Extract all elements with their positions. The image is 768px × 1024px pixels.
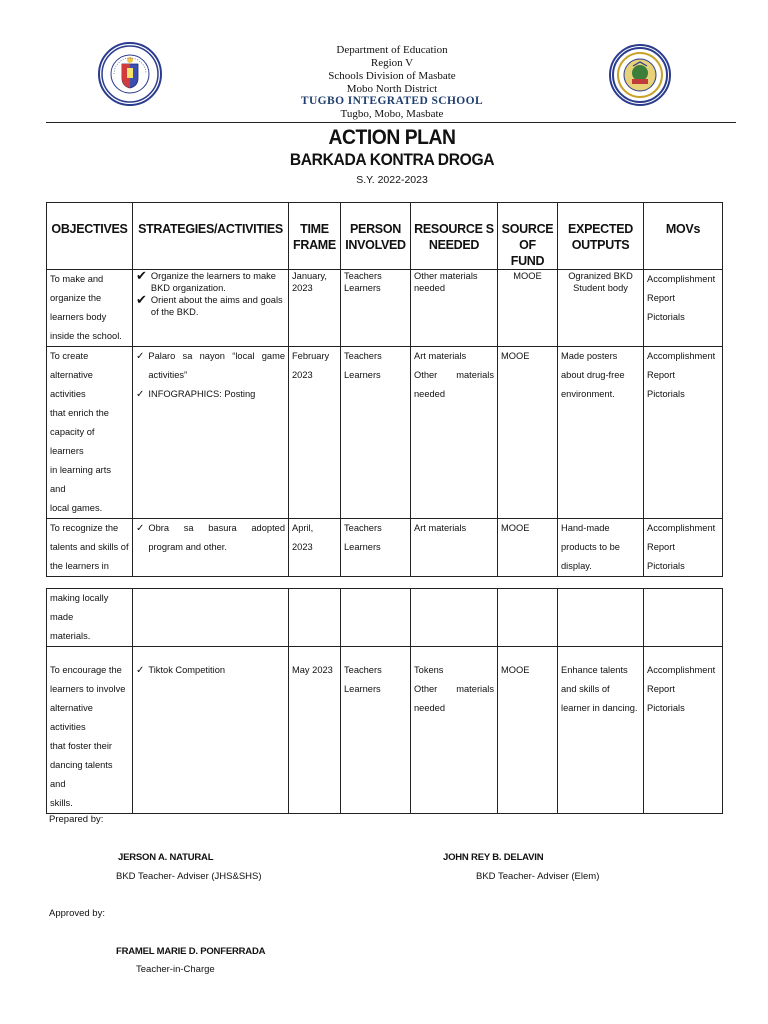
text-line: and skills of bbox=[561, 684, 610, 694]
outputs-cell bbox=[558, 347, 644, 519]
text-line: products to be bbox=[561, 542, 620, 552]
strategy-text: Obra sa basura adopted program and other. bbox=[148, 523, 285, 552]
check-icon: ✓ bbox=[136, 389, 145, 400]
check-icon: ✔ bbox=[136, 292, 147, 307]
text-line: Art materials bbox=[414, 351, 467, 361]
text-line: Report bbox=[647, 293, 675, 303]
text-line: Enhance talents bbox=[561, 665, 628, 675]
text-line: Ogranized BKD bbox=[568, 271, 633, 281]
text-line: needed bbox=[414, 283, 446, 293]
outputs-cell bbox=[558, 589, 644, 647]
text-line: Learners bbox=[344, 542, 381, 552]
fund-text: MOOE bbox=[501, 351, 530, 361]
strategy-text: Palaro sa nayon “local game activities” bbox=[148, 351, 285, 380]
region-name: Region V bbox=[370, 57, 414, 69]
text-line: that enrich the bbox=[50, 408, 109, 418]
text-line: Made posters bbox=[561, 351, 618, 361]
time-cell bbox=[289, 647, 341, 814]
text-line: To make and bbox=[50, 274, 104, 284]
strategy-item bbox=[136, 385, 285, 404]
page-subtitle: BARKADA KONTRA DROGA bbox=[289, 150, 495, 169]
fund-cell bbox=[498, 347, 558, 519]
table-row bbox=[47, 647, 723, 814]
action-plan-table-continued bbox=[46, 588, 723, 814]
preparer2-name: JOHN REY B. DELAVIN bbox=[443, 852, 544, 863]
col-header-outputs: EXPECTED OUTPUTS bbox=[558, 203, 644, 270]
movs-cell bbox=[644, 347, 723, 519]
resources-cell bbox=[411, 519, 498, 577]
text-line: talents and skills of bbox=[50, 542, 129, 552]
persons-cell bbox=[341, 519, 411, 577]
resources-cell bbox=[411, 589, 498, 647]
strategy-item bbox=[136, 270, 285, 294]
text-line: the learners in bbox=[50, 561, 109, 571]
text-line: Student body bbox=[573, 283, 628, 293]
col-header-objectives: OBJECTIVES bbox=[47, 203, 133, 270]
col-header-movs: MOVs bbox=[644, 203, 723, 270]
header-divider bbox=[46, 122, 736, 123]
persons-cell bbox=[341, 347, 411, 519]
text-line: Accomplishment bbox=[647, 665, 716, 675]
strategies-cell bbox=[133, 347, 289, 519]
text-line: Pictorials bbox=[647, 389, 685, 399]
text-line: Report bbox=[647, 684, 675, 694]
col-header-person: PERSON INVOLVED bbox=[341, 203, 411, 270]
text-line: making locally made bbox=[50, 593, 109, 622]
strategy-text: Orient about the aims and goals of the BKD. bbox=[150, 295, 283, 317]
text-line: To recognize the bbox=[50, 523, 119, 533]
fund-cell bbox=[498, 519, 558, 577]
fund-cell bbox=[498, 589, 558, 647]
preparer1-name: JERSON A. NATURAL bbox=[118, 852, 214, 863]
dept-name: Department of Education bbox=[336, 44, 448, 56]
check-icon: ✓ bbox=[136, 523, 145, 534]
fund-text: MOOE bbox=[501, 523, 530, 533]
page-title: ACTION PLAN bbox=[328, 126, 456, 149]
strategy-item bbox=[136, 294, 285, 318]
preparer2-role: BKD Teacher- Adviser (Elem) bbox=[476, 871, 600, 882]
time-cell bbox=[289, 519, 341, 577]
strategy-item bbox=[136, 347, 285, 385]
resources-cell bbox=[411, 347, 498, 519]
strategies-cell bbox=[133, 589, 289, 647]
resources-cell bbox=[411, 647, 498, 814]
text-line: To encourage the bbox=[50, 665, 122, 675]
table-row bbox=[47, 519, 723, 577]
movs-cell bbox=[644, 589, 723, 647]
table-row bbox=[47, 270, 723, 347]
col-header-fund: SOURCE OF FUND bbox=[498, 203, 558, 270]
text-line: needed bbox=[414, 703, 446, 713]
col-header-resources: RESOURCE S NEEDED bbox=[411, 203, 498, 270]
movs-cell bbox=[644, 647, 723, 814]
text-line: environment. bbox=[561, 389, 615, 399]
text-line: 2023 bbox=[292, 370, 313, 380]
text-line: Hand-made bbox=[561, 523, 610, 533]
fund-cell bbox=[498, 647, 558, 814]
text-line: capacity of learners bbox=[50, 427, 95, 456]
text-line: about drug-free bbox=[561, 370, 625, 380]
approver-name: FRAMEL MARIE D. PONFERRADA bbox=[116, 946, 266, 957]
time-frame-label: TIME FRAME bbox=[293, 222, 336, 252]
text-line: alternative activities bbox=[50, 370, 93, 399]
text-line: Accomplishment bbox=[647, 351, 716, 361]
text-line: alternative activities bbox=[50, 703, 93, 732]
text-line: learner in dancing. bbox=[561, 703, 638, 713]
table-header-row bbox=[47, 203, 723, 270]
text-line: materials. bbox=[50, 631, 91, 641]
text-line: skills. bbox=[50, 798, 73, 808]
strategy-item bbox=[136, 519, 285, 557]
text-line: dancing talents and bbox=[50, 760, 113, 789]
fund-text: MOOE bbox=[501, 665, 530, 675]
text-line: Report bbox=[647, 370, 675, 380]
text-line: Pictorials bbox=[647, 312, 685, 322]
school-name: TUGBO INTEGRATED SCHOOL bbox=[300, 95, 484, 107]
text-line: Art materials bbox=[414, 523, 467, 533]
persons-cell bbox=[341, 270, 411, 347]
text-line: Learners bbox=[344, 370, 381, 380]
text-line: To create bbox=[50, 351, 89, 361]
objective-cell bbox=[47, 589, 133, 647]
text-line: Other materials bbox=[414, 684, 494, 694]
check-icon: ✔ bbox=[136, 269, 147, 283]
approved-by-label: Approved by: bbox=[49, 908, 105, 919]
text-line: inside the school. bbox=[50, 331, 122, 341]
col-header-time-frame bbox=[289, 203, 341, 270]
outputs-cell bbox=[558, 270, 644, 347]
text-line: in learning arts and bbox=[50, 465, 111, 494]
strategies-cell bbox=[133, 647, 289, 814]
table-row bbox=[47, 589, 723, 647]
objective-cell bbox=[47, 270, 133, 347]
division-name: Schools Division of Masbate bbox=[328, 70, 456, 82]
check-icon: ✓ bbox=[136, 665, 145, 676]
text-line: 2023 bbox=[292, 542, 313, 552]
prepared-by-label: Prepared by: bbox=[49, 814, 104, 825]
approver-role: Teacher-in-Charge bbox=[136, 964, 215, 975]
text-line: Learners bbox=[344, 283, 381, 293]
text-line: Report bbox=[647, 542, 675, 552]
objective-cell bbox=[47, 347, 133, 519]
district-name: Mobo North District bbox=[346, 83, 438, 95]
resources-cell bbox=[411, 270, 498, 347]
text-line: 2023 bbox=[292, 283, 313, 293]
text-line: April, bbox=[292, 523, 314, 533]
persons-cell bbox=[341, 647, 411, 814]
text-line: Teachers bbox=[344, 665, 382, 675]
strategy-text: Organize the learners to make BKD organization. bbox=[150, 271, 276, 293]
persons-cell bbox=[341, 589, 411, 647]
objective-cell bbox=[47, 647, 133, 814]
strategies-cell bbox=[133, 519, 289, 577]
strategy-item bbox=[136, 661, 285, 680]
text-line: learners body bbox=[50, 312, 107, 322]
col-header-strategies: STRATEGIES/ACTIVITIES bbox=[133, 203, 289, 270]
action-plan-table bbox=[46, 202, 723, 577]
text-line: display. bbox=[561, 561, 592, 571]
strategy-text: Tiktok Competition bbox=[148, 665, 226, 675]
strategy-text: INFOGRAPHICS: Posting bbox=[148, 389, 256, 399]
text-line: Learners bbox=[344, 684, 381, 694]
text-line: Pictorials bbox=[647, 561, 685, 571]
text-line: organize the bbox=[50, 293, 102, 303]
text-line: local games. bbox=[50, 503, 103, 513]
movs-cell bbox=[644, 519, 723, 577]
text-line: Other materials bbox=[414, 271, 478, 281]
outputs-cell bbox=[558, 647, 644, 814]
text-line: February bbox=[292, 351, 330, 361]
time-cell bbox=[289, 589, 341, 647]
school-year: S.Y. 2022-2023 bbox=[356, 174, 428, 186]
fund-text: MOOE bbox=[513, 271, 542, 281]
text-line: Accomplishment bbox=[647, 523, 716, 533]
text-line: Pictorials bbox=[647, 703, 685, 713]
check-icon: ✓ bbox=[136, 351, 145, 362]
time-cell bbox=[289, 347, 341, 519]
objective-cell bbox=[47, 519, 133, 577]
school-address: Tugbo, Mobo, Masbate bbox=[340, 108, 444, 120]
strategies-cell bbox=[133, 270, 289, 347]
text-line: May 2023 bbox=[292, 665, 333, 675]
text-line: that foster their bbox=[50, 741, 113, 751]
preparer1-role: BKD Teacher- Adviser (JHS&SHS) bbox=[116, 871, 262, 882]
fund-cell bbox=[498, 270, 558, 347]
table-row bbox=[47, 347, 723, 519]
outputs-cell bbox=[558, 519, 644, 577]
text-line: needed bbox=[414, 389, 446, 399]
text-line: learners to involve bbox=[50, 684, 126, 694]
text-line: Tokens bbox=[414, 665, 444, 675]
movs-cell bbox=[644, 270, 723, 347]
text-line: Teachers bbox=[344, 271, 382, 281]
time-cell bbox=[289, 270, 341, 347]
text-line: Other materials bbox=[414, 370, 494, 380]
text-line: Teachers bbox=[344, 523, 382, 533]
text-line: Accomplishment bbox=[647, 274, 716, 284]
text-line: January, bbox=[292, 271, 327, 281]
text-line: Teachers bbox=[344, 351, 382, 361]
